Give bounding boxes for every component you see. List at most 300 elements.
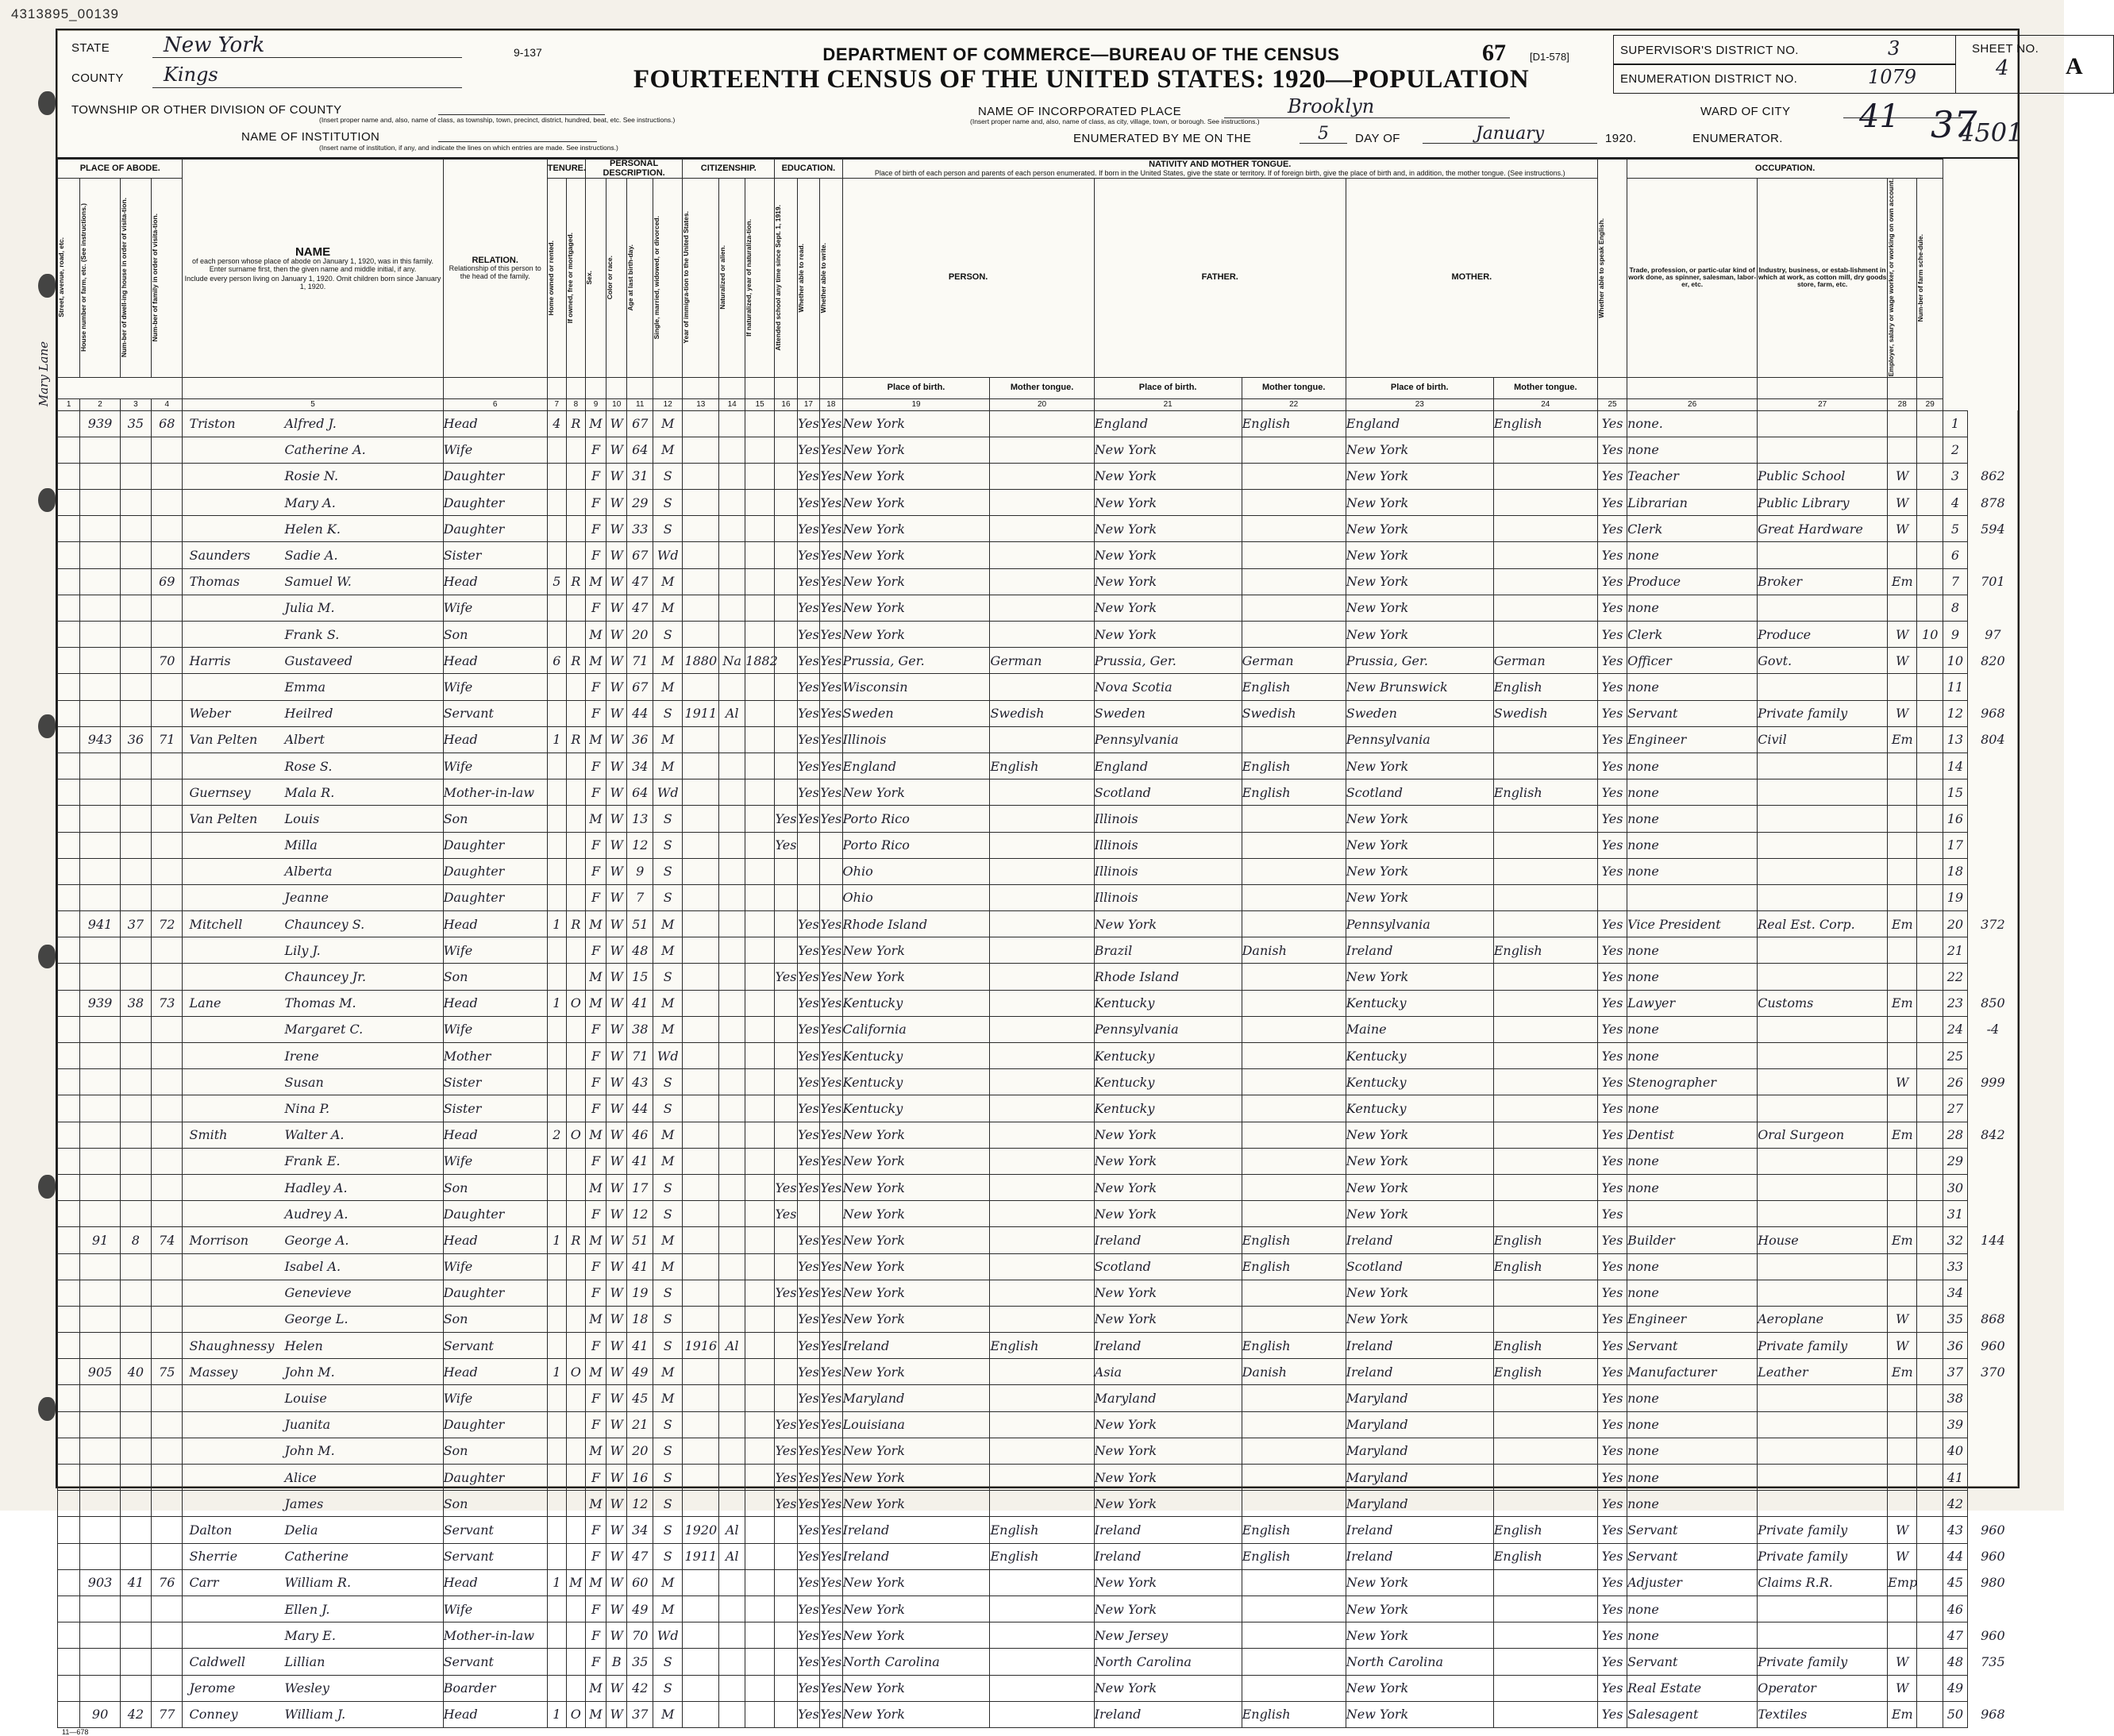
cell-school[interactable] xyxy=(775,648,797,674)
cell-write[interactable]: Yes xyxy=(820,674,842,700)
cell-eng[interactable]: Yes xyxy=(1597,1438,1627,1464)
cell-own[interactable] xyxy=(566,1517,585,1543)
cell-own[interactable] xyxy=(566,1622,585,1649)
cell-ind[interactable]: Produce xyxy=(1758,622,1888,648)
cell-fpob[interactable]: Ireland xyxy=(1094,1701,1242,1727)
cell-eng[interactable]: Yes xyxy=(1597,1148,1627,1174)
cell-ms[interactable]: M xyxy=(653,753,683,779)
table-row[interactable] xyxy=(58,1227,2019,1253)
cell-tenure[interactable] xyxy=(547,1174,566,1200)
cell-street[interactable] xyxy=(58,832,80,858)
table-row[interactable] xyxy=(58,463,2019,489)
cell-school[interactable] xyxy=(775,858,797,884)
cell-name[interactable] xyxy=(183,568,443,595)
cell-mpob[interactable]: England xyxy=(1346,410,1493,437)
cell-write[interactable]: Yes xyxy=(820,1280,842,1306)
cell-emp[interactable]: W xyxy=(1888,1675,1917,1701)
cell-rel[interactable]: Son xyxy=(443,1174,547,1200)
cell-pob[interactable]: Ireland xyxy=(842,1543,990,1569)
cell-fpob[interactable]: Prussia, Ger. xyxy=(1094,648,1242,674)
cell-ms[interactable]: S xyxy=(653,1095,683,1122)
table-row[interactable] xyxy=(58,1253,2019,1280)
cell-mpob[interactable]: Kentucky xyxy=(1346,1095,1493,1122)
cell-fpob[interactable]: Pennsylvania xyxy=(1094,1016,1242,1042)
county-field[interactable] xyxy=(152,64,462,88)
cell-rel[interactable]: Head xyxy=(443,1701,547,1727)
cell-emp[interactable] xyxy=(1888,410,1917,437)
cell-read[interactable]: Yes xyxy=(797,1069,819,1095)
cell-name[interactable] xyxy=(183,832,443,858)
cell-tenure[interactable] xyxy=(547,753,566,779)
cell-emp[interactable]: W xyxy=(1888,1333,1917,1359)
table-row[interactable] xyxy=(58,622,2019,648)
cell-pob[interactable]: Rhode Island xyxy=(842,911,990,937)
cell-nat[interactable] xyxy=(719,806,745,832)
cell-ms[interactable]: M xyxy=(653,1359,683,1385)
cell-fmt[interactable] xyxy=(1242,1148,1346,1174)
cell-fmt[interactable] xyxy=(1242,1385,1346,1411)
cell-emp[interactable] xyxy=(1888,1438,1917,1464)
cell-name[interactable] xyxy=(183,490,443,516)
cell-mt[interactable]: English xyxy=(990,1543,1094,1569)
cell-ind[interactable]: Public School xyxy=(1758,463,1888,489)
cell-race[interactable]: W xyxy=(606,1306,627,1332)
cell-dwell[interactable] xyxy=(120,700,151,726)
cell-mt[interactable] xyxy=(990,1411,1094,1438)
cell-imm[interactable] xyxy=(683,1122,719,1148)
cell-tenure[interactable] xyxy=(547,622,566,648)
cell-write[interactable]: Yes xyxy=(820,1649,842,1675)
cell-fmt[interactable] xyxy=(1242,990,1346,1016)
cell-write[interactable]: Yes xyxy=(820,622,842,648)
cell-pob[interactable]: Ohio xyxy=(842,884,990,910)
cell-farm[interactable] xyxy=(1917,1465,1943,1491)
cell-read[interactable]: Yes xyxy=(797,1622,819,1649)
cell-age[interactable]: 34 xyxy=(627,753,653,779)
cell-natyr[interactable] xyxy=(745,1227,775,1253)
cell-imm[interactable] xyxy=(683,858,719,884)
cell-occ[interactable]: Lawyer xyxy=(1627,990,1758,1016)
table-row[interactable] xyxy=(58,648,2019,674)
cell-fpob[interactable]: Illinois xyxy=(1094,858,1242,884)
cell-name[interactable] xyxy=(183,1333,443,1359)
cell-rel[interactable]: Sister xyxy=(443,1069,547,1095)
cell-natyr[interactable] xyxy=(745,806,775,832)
cell-name[interactable] xyxy=(183,726,443,753)
cell-occ[interactable]: none xyxy=(1627,1253,1758,1280)
cell-read[interactable] xyxy=(797,858,819,884)
cell-natyr[interactable] xyxy=(745,1201,775,1227)
cell-fpob[interactable]: Maryland xyxy=(1094,1385,1242,1411)
cell-fam[interactable]: 69 xyxy=(152,568,183,595)
cell-farm[interactable] xyxy=(1917,1543,1943,1569)
cell-own[interactable] xyxy=(566,1095,585,1122)
cell-read[interactable]: Yes xyxy=(797,1411,819,1438)
cell-race[interactable]: W xyxy=(606,964,627,990)
cell-read[interactable]: Yes xyxy=(797,1148,819,1174)
cell-occ[interactable]: none xyxy=(1627,542,1758,568)
cell-age[interactable]: 51 xyxy=(627,911,653,937)
cell-farm[interactable] xyxy=(1917,542,1943,568)
table-row[interactable] xyxy=(58,806,2019,832)
cell-sex[interactable]: F xyxy=(585,832,606,858)
cell-dwell[interactable] xyxy=(120,1517,151,1543)
cell-imm[interactable] xyxy=(683,1359,719,1385)
cell-mt[interactable]: English xyxy=(990,1333,1094,1359)
cell-emp[interactable] xyxy=(1888,1095,1917,1122)
cell-tenure[interactable] xyxy=(547,1465,566,1491)
cell-emp[interactable]: W xyxy=(1888,1517,1917,1543)
cell-house[interactable] xyxy=(80,753,120,779)
table-row[interactable] xyxy=(58,1359,2019,1385)
cell-fpob[interactable]: New York xyxy=(1094,1596,1242,1622)
cell-name[interactable] xyxy=(183,437,443,463)
cell-dwell[interactable] xyxy=(120,1491,151,1517)
cell-race[interactable]: W xyxy=(606,937,627,964)
cell-read[interactable] xyxy=(797,884,819,910)
cell-fpob[interactable]: England xyxy=(1094,410,1242,437)
cell-fpob[interactable]: New York xyxy=(1094,1569,1242,1596)
cell-tenure[interactable] xyxy=(547,437,566,463)
cell-fam[interactable] xyxy=(152,595,183,621)
cell-imm[interactable]: 1920 xyxy=(683,1517,719,1543)
cell-name[interactable] xyxy=(183,1280,443,1306)
cell-occ[interactable]: none xyxy=(1627,1174,1758,1200)
cell-fmt[interactable]: English xyxy=(1242,1701,1346,1727)
cell-ind[interactable] xyxy=(1758,1491,1888,1517)
cell-mmt[interactable] xyxy=(1493,911,1597,937)
cell-nat[interactable] xyxy=(719,858,745,884)
cell-dwell[interactable] xyxy=(120,884,151,910)
cell-street[interactable] xyxy=(58,1569,80,1596)
cell-race[interactable]: W xyxy=(606,1174,627,1200)
cell-natyr[interactable] xyxy=(745,674,775,700)
cell-mmt[interactable] xyxy=(1493,568,1597,595)
cell-eng[interactable]: Yes xyxy=(1597,937,1627,964)
table-row[interactable] xyxy=(58,1465,2019,1491)
cell-mmt[interactable]: English xyxy=(1493,779,1597,806)
table-row[interactable] xyxy=(58,884,2019,910)
cell-race[interactable]: W xyxy=(606,1385,627,1411)
cell-nat[interactable] xyxy=(719,832,745,858)
table-row[interactable] xyxy=(58,1122,2019,1148)
cell-age[interactable]: 13 xyxy=(627,806,653,832)
cell-occ[interactable]: Teacher xyxy=(1627,463,1758,489)
cell-mpob[interactable]: New York xyxy=(1346,884,1493,910)
cell-fmt[interactable] xyxy=(1242,516,1346,542)
cell-occ[interactable]: Engineer xyxy=(1627,726,1758,753)
cell-age[interactable]: 20 xyxy=(627,1438,653,1464)
cell-street[interactable] xyxy=(58,884,80,910)
cell-write[interactable] xyxy=(820,832,842,858)
cell-natyr[interactable] xyxy=(745,1438,775,1464)
cell-name[interactable] xyxy=(183,595,443,621)
cell-name[interactable] xyxy=(183,463,443,489)
cell-ms[interactable]: S xyxy=(653,1438,683,1464)
cell-fmt[interactable] xyxy=(1242,1122,1346,1148)
cell-own[interactable] xyxy=(566,595,585,621)
cell-school[interactable] xyxy=(775,1253,797,1280)
cell-street[interactable] xyxy=(58,1385,80,1411)
cell-street[interactable] xyxy=(58,858,80,884)
cell-nat[interactable] xyxy=(719,779,745,806)
cell-age[interactable]: 12 xyxy=(627,1491,653,1517)
cell-rel[interactable]: Sister xyxy=(443,542,547,568)
cell-race[interactable]: W xyxy=(606,1596,627,1622)
cell-fpob[interactable]: New York xyxy=(1094,595,1242,621)
cell-rel[interactable]: Wife xyxy=(443,753,547,779)
cell-ind[interactable] xyxy=(1758,1095,1888,1122)
cell-fam[interactable] xyxy=(152,1491,183,1517)
cell-age[interactable]: 71 xyxy=(627,1043,653,1069)
cell-imm[interactable] xyxy=(683,1649,719,1675)
table-row[interactable] xyxy=(58,437,2019,463)
table-row[interactable] xyxy=(58,911,2019,937)
cell-farm[interactable] xyxy=(1917,1359,1943,1385)
cell-pob[interactable]: New York xyxy=(842,1306,990,1332)
cell-street[interactable] xyxy=(58,1465,80,1491)
cell-sex[interactable]: F xyxy=(585,884,606,910)
cell-farm[interactable] xyxy=(1917,490,1943,516)
cell-fpob[interactable]: New York xyxy=(1094,1465,1242,1491)
cell-street[interactable] xyxy=(58,410,80,437)
cell-write[interactable]: Yes xyxy=(820,490,842,516)
cell-occ[interactable]: Real Estate xyxy=(1627,1675,1758,1701)
cell-eng[interactable]: Yes xyxy=(1597,542,1627,568)
cell-school[interactable] xyxy=(775,410,797,437)
cell-imm[interactable] xyxy=(683,990,719,1016)
cell-house[interactable]: 91 xyxy=(80,1227,120,1253)
cell-nat[interactable] xyxy=(719,1306,745,1332)
cell-nat[interactable] xyxy=(719,1359,745,1385)
cell-mmt[interactable] xyxy=(1493,1016,1597,1042)
cell-farm[interactable] xyxy=(1917,1649,1943,1675)
cell-ind[interactable] xyxy=(1758,1043,1888,1069)
cell-read[interactable]: Yes xyxy=(797,779,819,806)
cell-pob[interactable]: New York xyxy=(842,1201,990,1227)
cell-street[interactable] xyxy=(58,1227,80,1253)
cell-sex[interactable]: M xyxy=(585,806,606,832)
cell-mpob[interactable]: New York xyxy=(1346,1306,1493,1332)
cell-fmt[interactable]: English xyxy=(1242,779,1346,806)
cell-dwell[interactable] xyxy=(120,648,151,674)
cell-name[interactable] xyxy=(183,779,443,806)
cell-mt[interactable]: English xyxy=(990,1517,1094,1543)
cell-ms[interactable]: Wd xyxy=(653,1043,683,1069)
cell-race[interactable]: W xyxy=(606,463,627,489)
cell-race[interactable]: W xyxy=(606,542,627,568)
cell-write[interactable]: Yes xyxy=(820,1569,842,1596)
cell-ind[interactable] xyxy=(1758,595,1888,621)
cell-eng[interactable]: Yes xyxy=(1597,911,1627,937)
cell-fam[interactable] xyxy=(152,1385,183,1411)
table-row[interactable] xyxy=(58,1069,2019,1095)
cell-farm[interactable] xyxy=(1917,1122,1943,1148)
cell-rel[interactable]: Servant xyxy=(443,1517,547,1543)
cell-nat[interactable] xyxy=(719,568,745,595)
cell-farm[interactable] xyxy=(1917,990,1943,1016)
table-row[interactable] xyxy=(58,1411,2019,1438)
cell-tenure[interactable] xyxy=(547,1675,566,1701)
cell-house[interactable] xyxy=(80,568,120,595)
cell-read[interactable]: Yes xyxy=(797,1306,819,1332)
table-row[interactable] xyxy=(58,779,2019,806)
cell-rel[interactable]: Sister xyxy=(443,1095,547,1122)
cell-write[interactable]: Yes xyxy=(820,1675,842,1701)
cell-write[interactable]: Yes xyxy=(820,1333,842,1359)
cell-mpob[interactable]: Maryland xyxy=(1346,1465,1493,1491)
cell-imm[interactable] xyxy=(683,1675,719,1701)
cell-ind[interactable]: House xyxy=(1758,1227,1888,1253)
cell-fpob[interactable]: New York xyxy=(1094,1122,1242,1148)
cell-sex[interactable]: F xyxy=(585,1043,606,1069)
cell-write[interactable]: Yes xyxy=(820,1543,842,1569)
cell-pob[interactable]: New York xyxy=(842,1227,990,1253)
cell-mmt[interactable] xyxy=(1493,1491,1597,1517)
cell-house[interactable] xyxy=(80,884,120,910)
cell-street[interactable] xyxy=(58,648,80,674)
cell-occ[interactable]: none xyxy=(1627,1438,1758,1464)
cell-occ[interactable]: Stenographer xyxy=(1627,1069,1758,1095)
cell-mt[interactable] xyxy=(990,1675,1094,1701)
cell-ind[interactable] xyxy=(1758,410,1888,437)
cell-mmt[interactable] xyxy=(1493,1043,1597,1069)
cell-farm[interactable] xyxy=(1917,463,1943,489)
cell-rel[interactable]: Wife xyxy=(443,937,547,964)
cell-ms[interactable]: S xyxy=(653,1174,683,1200)
cell-natyr[interactable] xyxy=(745,542,775,568)
cell-fpob[interactable]: Scotland xyxy=(1094,779,1242,806)
cell-sex[interactable]: M xyxy=(585,1227,606,1253)
cell-write[interactable]: Yes xyxy=(820,1359,842,1385)
cell-school[interactable] xyxy=(775,937,797,964)
cell-tenure[interactable] xyxy=(547,1306,566,1332)
cell-occ[interactable]: none xyxy=(1627,1148,1758,1174)
cell-mpob[interactable]: New York xyxy=(1346,806,1493,832)
cell-fpob[interactable]: Pennsylvania xyxy=(1094,726,1242,753)
cell-ind[interactable] xyxy=(1758,1253,1888,1280)
cell-fpob[interactable]: Kentucky xyxy=(1094,990,1242,1016)
cell-nat[interactable] xyxy=(719,1701,745,1727)
cell-tenure[interactable] xyxy=(547,1333,566,1359)
cell-house[interactable] xyxy=(80,437,120,463)
cell-occ[interactable]: none xyxy=(1627,437,1758,463)
cell-house[interactable] xyxy=(80,1095,120,1122)
cell-fam[interactable]: 77 xyxy=(152,1701,183,1727)
cell-fam[interactable] xyxy=(152,437,183,463)
cell-rel[interactable]: Head xyxy=(443,1569,547,1596)
cell-tenure[interactable] xyxy=(547,1253,566,1280)
cell-pob[interactable]: New York xyxy=(842,437,990,463)
cell-name[interactable] xyxy=(183,1174,443,1200)
cell-mmt[interactable] xyxy=(1493,1122,1597,1148)
cell-mpob[interactable]: Pennsylvania xyxy=(1346,911,1493,937)
cell-farm[interactable] xyxy=(1917,753,1943,779)
table-row[interactable] xyxy=(58,1438,2019,1464)
cell-ms[interactable]: S xyxy=(653,1675,683,1701)
cell-fam[interactable] xyxy=(152,1622,183,1649)
cell-ms[interactable]: S xyxy=(653,884,683,910)
cell-dwell[interactable] xyxy=(120,1438,151,1464)
cell-school[interactable] xyxy=(775,1016,797,1042)
cell-tenure[interactable] xyxy=(547,1043,566,1069)
cell-write[interactable]: Yes xyxy=(820,595,842,621)
cell-occ[interactable]: none xyxy=(1627,1622,1758,1649)
cell-school[interactable] xyxy=(775,884,797,910)
cell-rel[interactable]: Wife xyxy=(443,1253,547,1280)
cell-rel[interactable]: Servant xyxy=(443,700,547,726)
cell-sex[interactable]: F xyxy=(585,1253,606,1280)
cell-fmt[interactable] xyxy=(1242,1016,1346,1042)
cell-natyr[interactable] xyxy=(745,490,775,516)
cell-write[interactable]: Yes xyxy=(820,1596,842,1622)
cell-write[interactable]: Yes xyxy=(820,1253,842,1280)
cell-tenure[interactable] xyxy=(547,1649,566,1675)
cell-school[interactable]: Yes xyxy=(775,1174,797,1200)
cell-tenure[interactable] xyxy=(547,779,566,806)
cell-dwell[interactable] xyxy=(120,1543,151,1569)
cell-fpob[interactable]: New York xyxy=(1094,542,1242,568)
enumeration-district-box[interactable] xyxy=(1613,64,1956,94)
cell-tenure[interactable] xyxy=(547,1069,566,1095)
cell-sex[interactable]: M xyxy=(585,1569,606,1596)
cell-write[interactable] xyxy=(820,1201,842,1227)
cell-write[interactable]: Yes xyxy=(820,1227,842,1253)
cell-mpob[interactable]: Ireland xyxy=(1346,1359,1493,1385)
cell-name[interactable] xyxy=(183,1359,443,1385)
cell-pob[interactable]: New York xyxy=(842,779,990,806)
cell-name[interactable] xyxy=(183,1095,443,1122)
cell-natyr[interactable] xyxy=(745,937,775,964)
cell-dwell[interactable] xyxy=(120,1675,151,1701)
cell-pob[interactable]: Ireland xyxy=(842,1517,990,1543)
cell-fpob[interactable]: New York xyxy=(1094,1675,1242,1701)
cell-fpob[interactable]: Kentucky xyxy=(1094,1043,1242,1069)
cell-race[interactable]: W xyxy=(606,1043,627,1069)
cell-house[interactable] xyxy=(80,1622,120,1649)
cell-mt[interactable] xyxy=(990,1569,1094,1596)
cell-pob[interactable]: Kentucky xyxy=(842,1043,990,1069)
cell-emp[interactable] xyxy=(1888,542,1917,568)
cell-sex[interactable]: F xyxy=(585,1069,606,1095)
cell-eng[interactable]: Yes xyxy=(1597,1701,1627,1727)
cell-ms[interactable]: M xyxy=(653,568,683,595)
cell-nat[interactable] xyxy=(719,753,745,779)
cell-pob[interactable]: Prussia, Ger. xyxy=(842,648,990,674)
cell-rel[interactable]: Mother xyxy=(443,1043,547,1069)
cell-emp[interactable]: Em xyxy=(1888,911,1917,937)
cell-own[interactable] xyxy=(566,1253,585,1280)
cell-eng[interactable]: Yes xyxy=(1597,1069,1627,1095)
cell-imm[interactable] xyxy=(683,964,719,990)
cell-fmt[interactable] xyxy=(1242,622,1346,648)
cell-house[interactable]: 943 xyxy=(80,726,120,753)
cell-occ[interactable]: none xyxy=(1627,1016,1758,1042)
cell-mt[interactable] xyxy=(990,726,1094,753)
cell-imm[interactable]: 1880 xyxy=(683,648,719,674)
cell-school[interactable]: Yes xyxy=(775,964,797,990)
cell-mmt[interactable] xyxy=(1493,1569,1597,1596)
cell-school[interactable] xyxy=(775,990,797,1016)
cell-age[interactable]: 35 xyxy=(627,1649,653,1675)
cell-house[interactable] xyxy=(80,1596,120,1622)
cell-tenure[interactable] xyxy=(547,490,566,516)
cell-imm[interactable] xyxy=(683,1016,719,1042)
cell-fpob[interactable]: Asia xyxy=(1094,1359,1242,1385)
cell-fpob[interactable]: New York xyxy=(1094,437,1242,463)
cell-pob[interactable]: California xyxy=(842,1016,990,1042)
cell-street[interactable] xyxy=(58,1359,80,1385)
